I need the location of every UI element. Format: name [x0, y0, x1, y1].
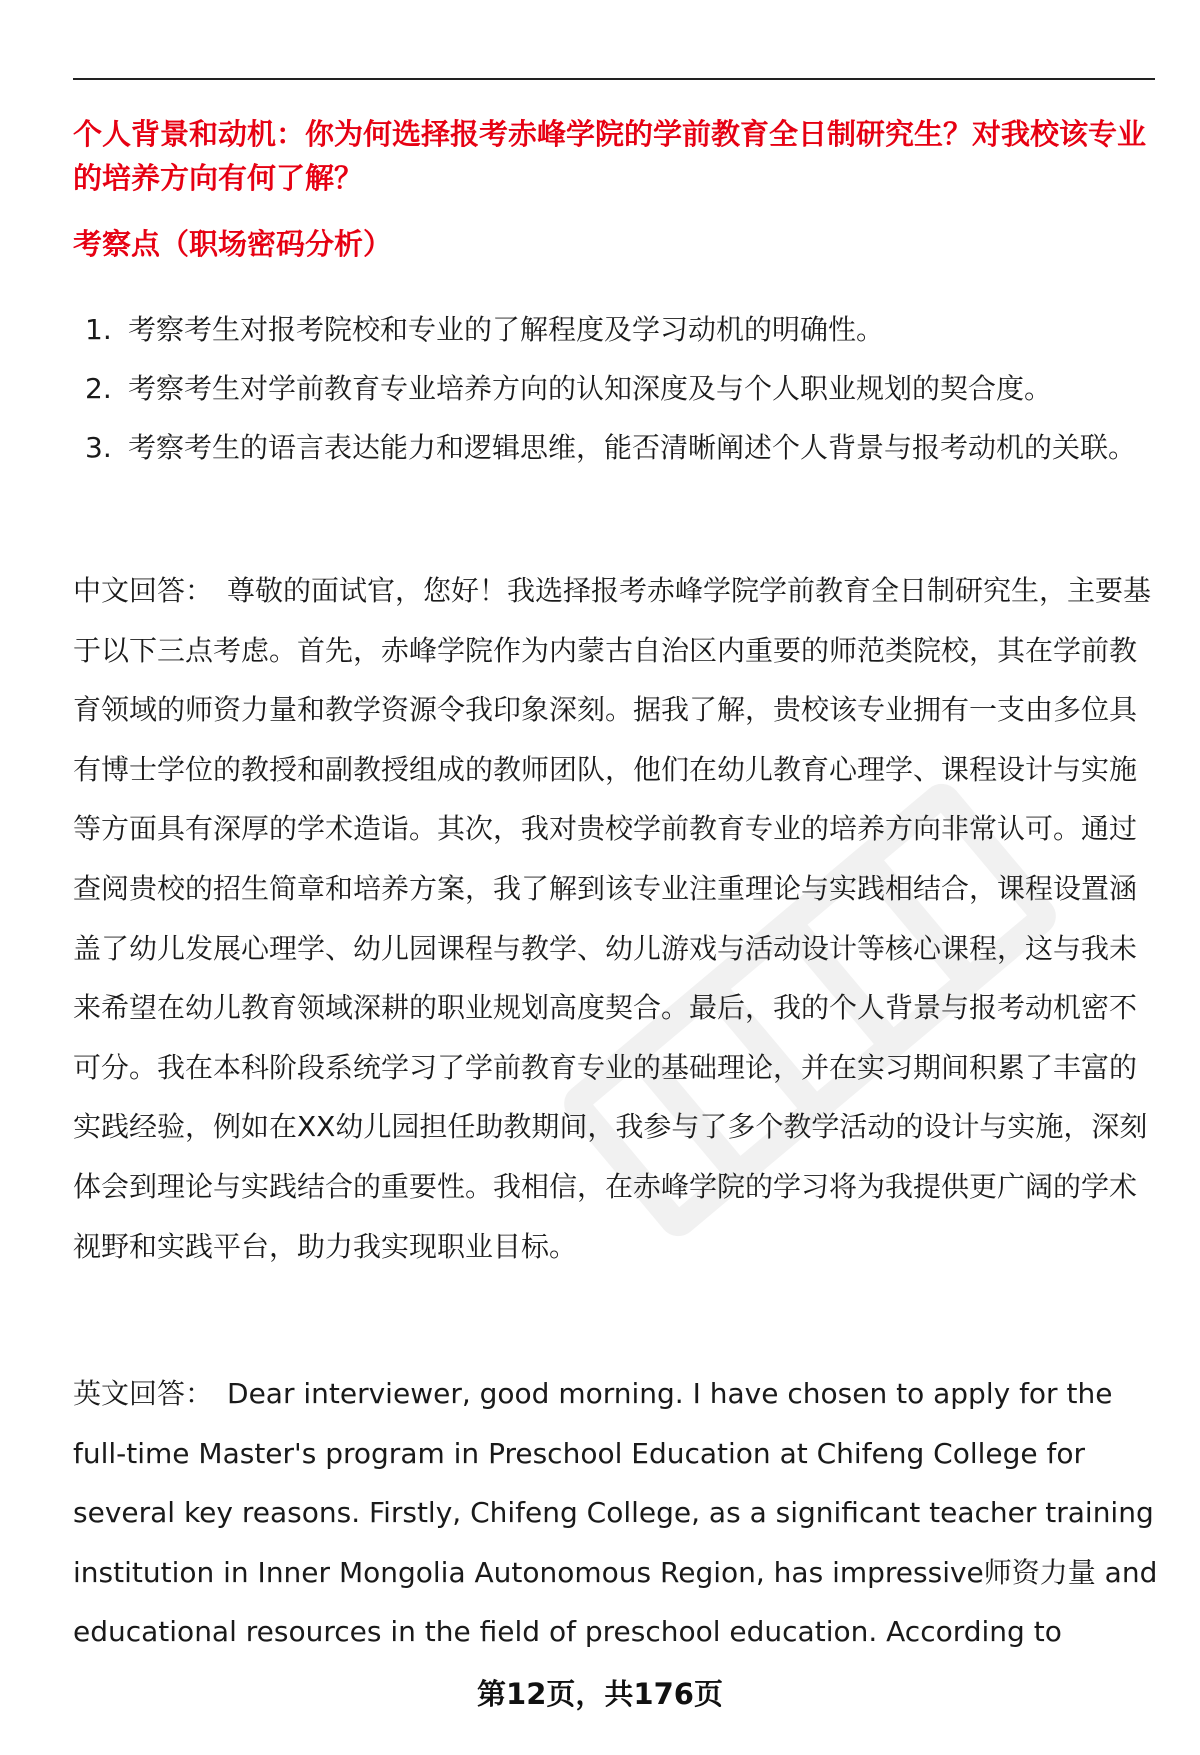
question-heading: 个人背景和动机：你为何选择报考赤峰学院的学前教育全日制研究生？对我校该专业的培养方向有何了解？ — [73, 117, 1147, 195]
list-item-number: 2. — [85, 372, 112, 405]
list-item-text: 考察考生的语言表达能力和逻辑思维，能否清晰阐述个人背景与报考动机的关联。 — [128, 431, 1137, 464]
page-number: 第12页，共176页 — [477, 1677, 723, 1711]
chinese-answer-text: 尊敬的面试官，您好！我选择报考赤峰学院学前教育全日制研究生，主要基于以下三点考虑。首先，赤峰学院作为内蒙古自治区内重要的师范类院校，其在学前教育领域的师资力量和教学资源令我印象深刻。据我了解，贵校该专业拥有一支由多位具有博士学位的教授和副教授组成的教师团队，他们在幼儿教育心理学、课程设计与实施等方面具有深厚的学术造诣。其次，我对贵校学前教育专业的培养方向非常认可。通过查阅贵校的招生简章和培养方案，我了解到该专业注重理论与实践相结合，课程设置涵盖了幼儿发展心理学、幼儿园课程与教学、幼儿游戏与活动设计等核心课程，这与我未来希望在幼儿教育领域深耕的职业规划高度契合。最后，我的个人背景与报考动机密不可分。我在本科阶段系统学习了学前教育专业的基础理论，并在实习期间积累了丰富的实践经验，例如在XX幼儿园担任助教期间，我参与了多个教学活动的设计与实施，深刻体会到理论与实践结合的重要性。我相信，在赤峰学院的学习将为我提供更广阔的学术视野和实践平台，助力我实现职业目标。 — [73, 574, 1152, 1263]
list-item — [73, 418, 1158, 477]
english-answer-text: Dear interviewer, good morning. I have chosen to apply for the full-time Master's program in Preschool Education at Chifeng College for several key reasons. Firstly, Chifeng College, as a significant teacher training institution in Inner Mongolia Autonomous Region, has impressive师资力量 and educational resources in the field of preschool education. According to — [73, 1377, 1158, 1649]
english-answer-label: 英文回答： — [73, 1377, 214, 1410]
chinese-answer-label: 中文回答： — [73, 574, 214, 607]
section-title: 考察点（职场密码分析） — [73, 227, 393, 261]
list-item-number: 1. — [85, 313, 112, 346]
list-item — [73, 359, 1158, 418]
assessment-points-list — [73, 300, 1158, 477]
list-item-number: 3. — [85, 431, 112, 464]
chinese-answer-paragraph — [73, 561, 1161, 1276]
header-divider — [73, 78, 1155, 80]
list-item — [73, 300, 1158, 359]
english-answer-paragraph — [73, 1364, 1161, 1662]
list-item-text: 考察考生对报考院校和专业的了解程度及学习动机的明确性。 — [128, 313, 885, 346]
list-item-text: 考察考生对学前教育专业培养方向的认知深度及与个人职业规划的契合度。 — [128, 372, 1053, 405]
